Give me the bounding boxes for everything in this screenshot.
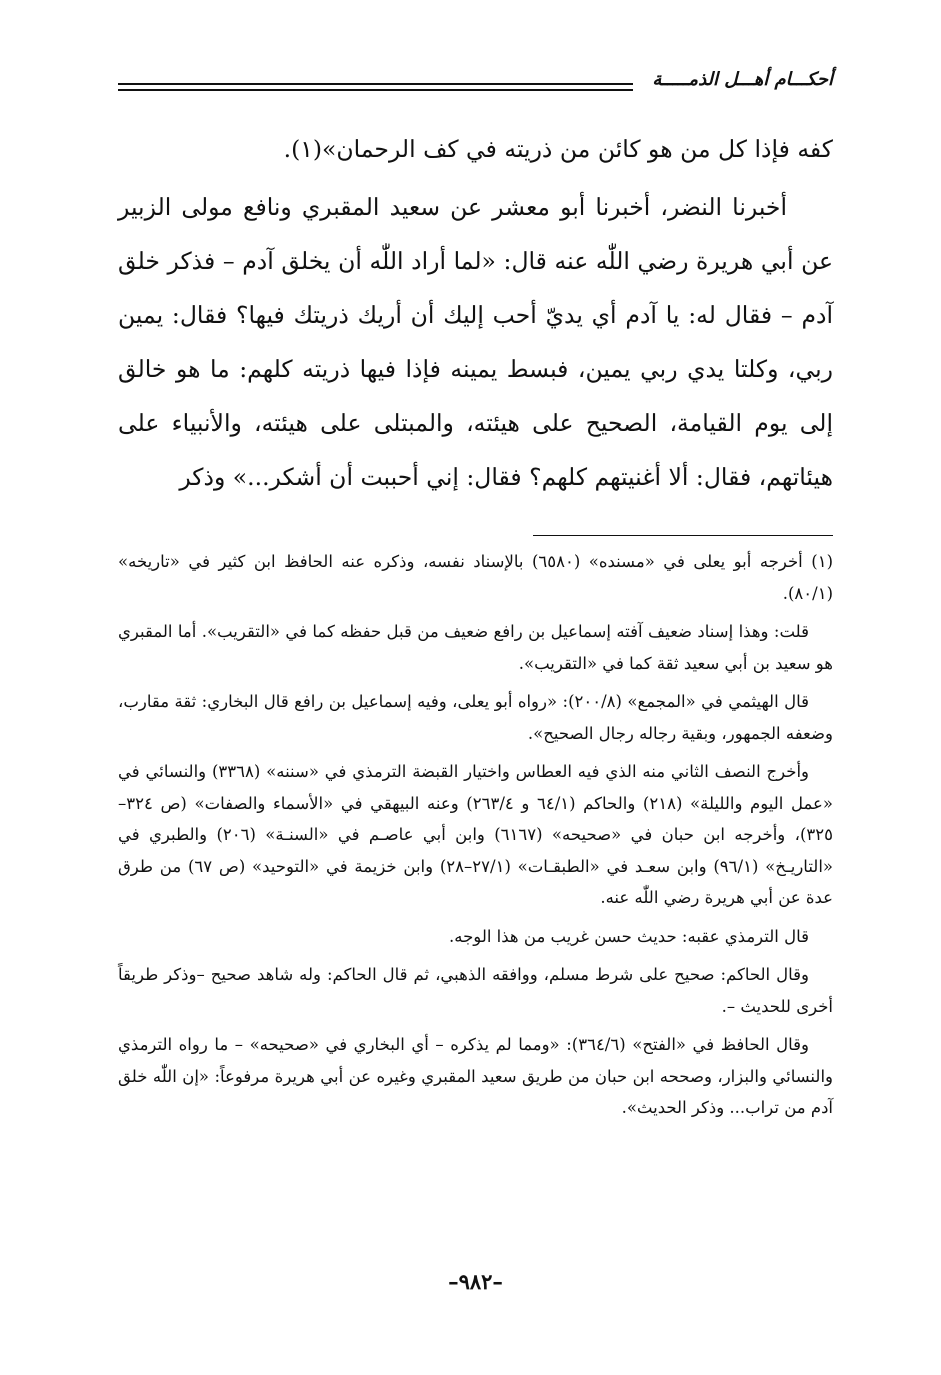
header-double-rule	[118, 83, 633, 91]
footnote-separator	[533, 535, 833, 536]
footnote-note-hakim: وقال الحاكم: صحيح على شرط مسلم، ووافقه الذهبي، ثم قال الحاكم: وله شاهد صحيح –وذكر طريقاً أخرى للحديث –.	[118, 965, 833, 1016]
footnote-note-tirmidhi: قال الترمذي عقبه: حديث حسن غريب من هذا الوجه.	[449, 926, 809, 946]
header-title: أحكـــام أهـــل الذمـــــة	[652, 69, 833, 90]
footnotes	[118, 546, 833, 1131]
running-header	[118, 68, 833, 98]
footnote-note-isnad: قلت: وهذا إسناد ضعيف آفته إسماعيل بن رافع ضعيف من قبل حفظه كما في «التقريب». أما المقبري هو سعيد بن أبي سعيد ثقة كما في «التقريب».	[118, 622, 833, 673]
page-number: –٩٨٢–	[448, 1269, 503, 1294]
main-paragraph-continuation: كفه فإذا كل من هو كائن من ذريته في كف الرحمان»(١).	[283, 135, 833, 163]
footnote-note-fath: وقال الحافظ في «الفتح» (٣٦٤/٦): «ومما لم يذكره – أي البخاري في «صحيحه» – ما رواه الترمذي والنسائي والبزار، وصححه ابن حبان من طريق سعيد المقبري وغيره عن أبي هريرة مرفوعاً: «إن اللّٰه خلق آدم من تراب... وذكر الحديث».	[118, 1035, 833, 1117]
main-paragraph-hadith: أخبرنا النضر، أخبرنا أبو معشر عن سعيد المقبري ونافع مولى الزبير عن أبي هريرة رضي اللّٰه عنه قال: «لما أراد اللّٰه أن يخلق آدم – فذكر خلق آدم – فقال له: يا آدم أي يديّ أحب إليك أن أريك ذريتك فيها؟ فقال: يمين ربي، وكلتا يدي ربي يمين، فبسط يمينه فإذا فيها ذريته كلهم: ما هو خالق إلى يوم القيامة، الصحيح على هيئته، والمبتلى على هيئته، والأنبياء على هيئاتهم، فقال: ألا أغنيتهم كلهم؟ فقال: إني أحببت أن أشكر...» وذكر	[118, 193, 833, 491]
main-text	[118, 122, 833, 504]
footnote-note-haythami: قال الهيثمي في «المجمع» (٢٠٠/٨): «رواه أبو يعلى، وفيه إسماعيل بن رافع قال البخاري: ثقة مقارب، وضعفه الجمهور، وبقية رجاله رجال الصحيح».	[118, 692, 833, 743]
book-page	[118, 0, 833, 1375]
footnote-note-takhrij: وأخرج النصف الثاني منه الذي فيه العطاس واختيار القبضة الترمذي في «سننه» (٣٣٦٨) والنسائي في «عمل اليوم والليلة» (٢١٨) والحاكم (٦٤/١ و ٢٦٣/٤) وعنه البيهقي في «الأسماء والصفات» (ص ٣٢٤–٣٢٥)، وأخرجه ابن حبان في «صحيحه» (٦١٦٧) وابن أبي عاصـم في «السنـة» (٢٠٦) والطبري في «التاريـخ» (٩٦/١) وابن سعـد في «الطبقـات» (٢٧/١–٢٨) وابن خزيمة في «التوحيد» (ص ٦٧) من طرق عدة عن أبي هريرة رضي اللّٰه عنه.	[118, 762, 834, 907]
footnote-1: (١) أخرجه أبو يعلى في «مسنده» (٦٥٨٠) بالإسناد نفسه، وذكره عنه الحافظ ابن كثير في «تاريخه» (٨٠/١).	[118, 552, 833, 603]
